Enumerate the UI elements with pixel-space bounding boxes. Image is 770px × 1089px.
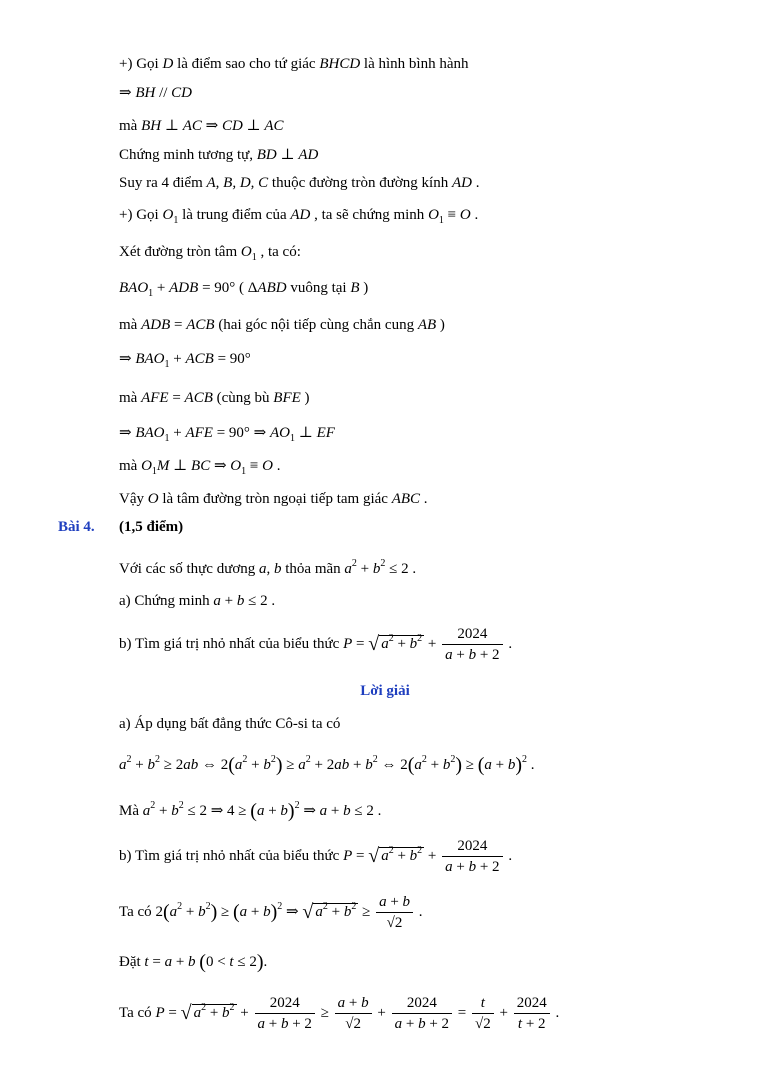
problem-statement: Với các số thực dương a, b thỏa mãn $a^2 + b^2 \le 2$ .	[119, 558, 417, 577]
solution-p-bound: Ta có P = √ $a^2 + b^2$ + $\frac{2024}{a + b + 2}$ ≥ $\frac{a + b}{√2}$ + $\frac{2024}{a + b + 2}$ = $\frac{t}{√2}$ + $\frac{2024}{t + 2}$ .	[119, 995, 560, 1032]
line-four-points: Suy ra 4 điểm A, B, D, C thuộc đường tròn đường kính AD .	[119, 175, 480, 191]
line-define-d: +) Gọi D là điểm sao cho tứ giác BHCD là hình bình hành	[119, 56, 469, 72]
solution-cauchy-intro: a) Áp dụng bất đẳng thức Cô-si ta có	[119, 716, 341, 732]
problem-points: (1,5 điểm)	[119, 519, 184, 535]
line-midpoint-o1: +) Gọi $O_1$ là trung điểm của AD , ta sẽ chứng minh $O_1 \equiv O$ .	[119, 207, 479, 226]
problem-part-a: a) Chứng minh a + b ≤ 2 .	[119, 593, 276, 609]
line-conclusion: Vậy O là tâm đường tròn ngoại tiếp tam giác ABC .	[119, 491, 428, 507]
line-o1-equals-o: mà $O_1M$ ⊥ BC ⇒ $O_1 \equiv O$ .	[119, 458, 281, 477]
line-bd-perp-ad: Chứng minh tương tự, BD ⊥ AD	[119, 147, 319, 163]
line-inscribed-angles: mà ADB = ACB (hai góc nội tiếp cùng chắn cung AB )	[119, 317, 445, 333]
line-consider-circle: Xét đường tròn tâm $O_1$ , ta có:	[119, 244, 301, 263]
solution-part-b-restate: b) Tìm giá trị nhỏ nhất của biểu thức P = √ $a^2 + b^2$ + $\frac{2024}{a + b + 2}$ .	[119, 838, 513, 875]
line-bao1-acb: ⇒ $BAO_1$ + ACB = 90°	[119, 351, 251, 370]
solution-part-a-conclusion: Mà $a^2 + b^2 \le 2$ ⇒ $4 \ge (a + b)^2$ ⇒ a + b ≤ 2 .	[119, 800, 382, 822]
problem-part-b: b) Tìm giá trị nhỏ nhất của biểu thức P = √ $a^2 + b^2$ + $\frac{2024}{a + b + 2}$ .	[119, 626, 513, 663]
line-cd-perp-ac: mà BH ⊥ AC ⇒ CD ⊥ AC	[119, 118, 284, 134]
solution-inequality-chain: $a^2 + b^2 \ge 2ab$ ⇔ $2(a^2 + b^2) \ge a^2 + 2ab + b^2$ ⇔ $2(a^2 + b^2) \ge (a + b)^2$ .	[119, 754, 535, 776]
line-afe-acb: mà AFE = ACB (cùng bù BFE )	[119, 390, 310, 406]
line-angle-sum-90: $BAO_1$ + ADB = 90° ( ΔABD vuông tại B )	[119, 280, 369, 299]
problem-label: Bài 4.	[58, 519, 95, 535]
solution-heading: Lời giải	[360, 683, 410, 699]
solution-sqrt-bound: Ta có $2(a^2 + b^2) \ge (a + b)^2$ ⇒ √ $a^2 + b^2$ ≥ $\frac{a + b}{√2}$ .	[119, 894, 423, 931]
line-bh-parallel-cd: ⇒ BH // CD	[119, 85, 193, 101]
solution-substitution: Đặt t = a + b (0 < t ≤ 2).	[119, 951, 268, 973]
line-ao1-perp-ef: ⇒ $BAO_1$ + AFE = 90° ⇒ $AO_1$ ⊥ EF	[119, 425, 335, 444]
